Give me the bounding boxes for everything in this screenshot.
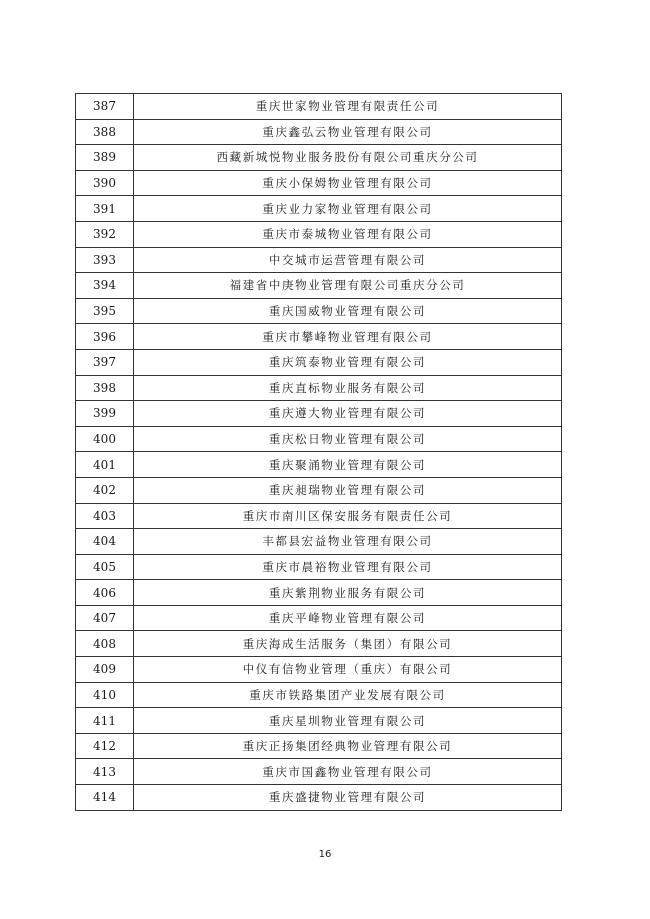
table-row (76, 426, 562, 452)
company-name: 重庆星圳物业管理有限公司 (134, 708, 562, 734)
row-number: 405 (76, 554, 134, 580)
row-number: 393 (76, 247, 134, 273)
company-name: 重庆昶瑞物业管理有限公司 (134, 477, 562, 503)
row-number: 395 (76, 298, 134, 324)
row-number: 394 (76, 273, 134, 299)
company-name: 西藏新城悦物业服务股份有限公司重庆分公司 (134, 145, 562, 171)
table-row (76, 170, 562, 196)
row-number: 403 (76, 503, 134, 529)
company-name: 中仪有信物业管理（重庆）有限公司 (134, 657, 562, 683)
table-row (76, 119, 562, 145)
row-number: 390 (76, 170, 134, 196)
company-name: 重庆正扬集团经典物业管理有限公司 (134, 733, 562, 759)
company-name: 重庆聚涌物业管理有限公司 (134, 452, 562, 478)
row-number: 388 (76, 119, 134, 145)
company-name: 重庆海成生活服务（集团）有限公司 (134, 631, 562, 657)
table-row (76, 145, 562, 171)
company-name: 丰都县宏益物业管理有限公司 (134, 529, 562, 555)
row-number: 409 (76, 657, 134, 683)
row-number: 392 (76, 221, 134, 247)
row-number: 391 (76, 196, 134, 222)
row-number: 413 (76, 759, 134, 785)
table-row (76, 196, 562, 222)
table-row (76, 682, 562, 708)
table-row (76, 375, 562, 401)
table-row (76, 605, 562, 631)
company-name: 中交城市运营管理有限公司 (134, 247, 562, 273)
company-name: 重庆盛捷物业管理有限公司 (134, 785, 562, 811)
table-row (76, 452, 562, 478)
company-name: 重庆松日物业管理有限公司 (134, 426, 562, 452)
table-row (76, 733, 562, 759)
table-row (76, 94, 562, 120)
table-row (76, 221, 562, 247)
row-number: 396 (76, 324, 134, 350)
table-row (76, 503, 562, 529)
row-number: 411 (76, 708, 134, 734)
table-row (76, 785, 562, 811)
company-name: 重庆市晨裕物业管理有限公司 (134, 554, 562, 580)
company-name: 重庆小保姆物业管理有限公司 (134, 170, 562, 196)
company-name: 重庆市国鑫物业管理有限公司 (134, 759, 562, 785)
company-name: 福建省中庚物业管理有限公司重庆分公司 (134, 273, 562, 299)
row-number: 389 (76, 145, 134, 171)
company-name: 重庆世家物业管理有限责任公司 (134, 94, 562, 120)
row-number: 398 (76, 375, 134, 401)
row-number: 408 (76, 631, 134, 657)
row-number: 414 (76, 785, 134, 811)
table-row (76, 401, 562, 427)
company-name: 重庆国威物业管理有限公司 (134, 298, 562, 324)
company-name: 重庆市攀峰物业管理有限公司 (134, 324, 562, 350)
row-number: 397 (76, 349, 134, 375)
table-row (76, 759, 562, 785)
company-name: 重庆平峰物业管理有限公司 (134, 605, 562, 631)
company-name: 重庆业力家物业管理有限公司 (134, 196, 562, 222)
company-name: 重庆筑泰物业管理有限公司 (134, 349, 562, 375)
row-number: 400 (76, 426, 134, 452)
table-row (76, 580, 562, 606)
table-row (76, 631, 562, 657)
table-row (76, 657, 562, 683)
row-number: 404 (76, 529, 134, 555)
table-row (76, 247, 562, 273)
company-name: 重庆鑫弘云物业管理有限公司 (134, 119, 562, 145)
row-number: 401 (76, 452, 134, 478)
row-number: 387 (76, 94, 134, 120)
company-name: 重庆紫荆物业服务有限公司 (134, 580, 562, 606)
row-number: 402 (76, 477, 134, 503)
company-name: 重庆直标物业服务有限公司 (134, 375, 562, 401)
table-row (76, 477, 562, 503)
company-name: 重庆市泰城物业管理有限公司 (134, 221, 562, 247)
table-row (76, 324, 562, 350)
row-number: 412 (76, 733, 134, 759)
table-row (76, 708, 562, 734)
table-row (76, 273, 562, 299)
company-table (75, 93, 562, 811)
page-number: 16 (318, 849, 332, 860)
row-number: 399 (76, 401, 134, 427)
table-row (76, 554, 562, 580)
table-row (76, 298, 562, 324)
table-row (76, 349, 562, 375)
company-name: 重庆市南川区保安服务有限责任公司 (134, 503, 562, 529)
row-number: 410 (76, 682, 134, 708)
table-row (76, 529, 562, 555)
table-body (76, 94, 562, 811)
company-name: 重庆遵大物业管理有限公司 (134, 401, 562, 427)
row-number: 406 (76, 580, 134, 606)
company-name: 重庆市铁路集团产业发展有限公司 (134, 682, 562, 708)
row-number: 407 (76, 605, 134, 631)
